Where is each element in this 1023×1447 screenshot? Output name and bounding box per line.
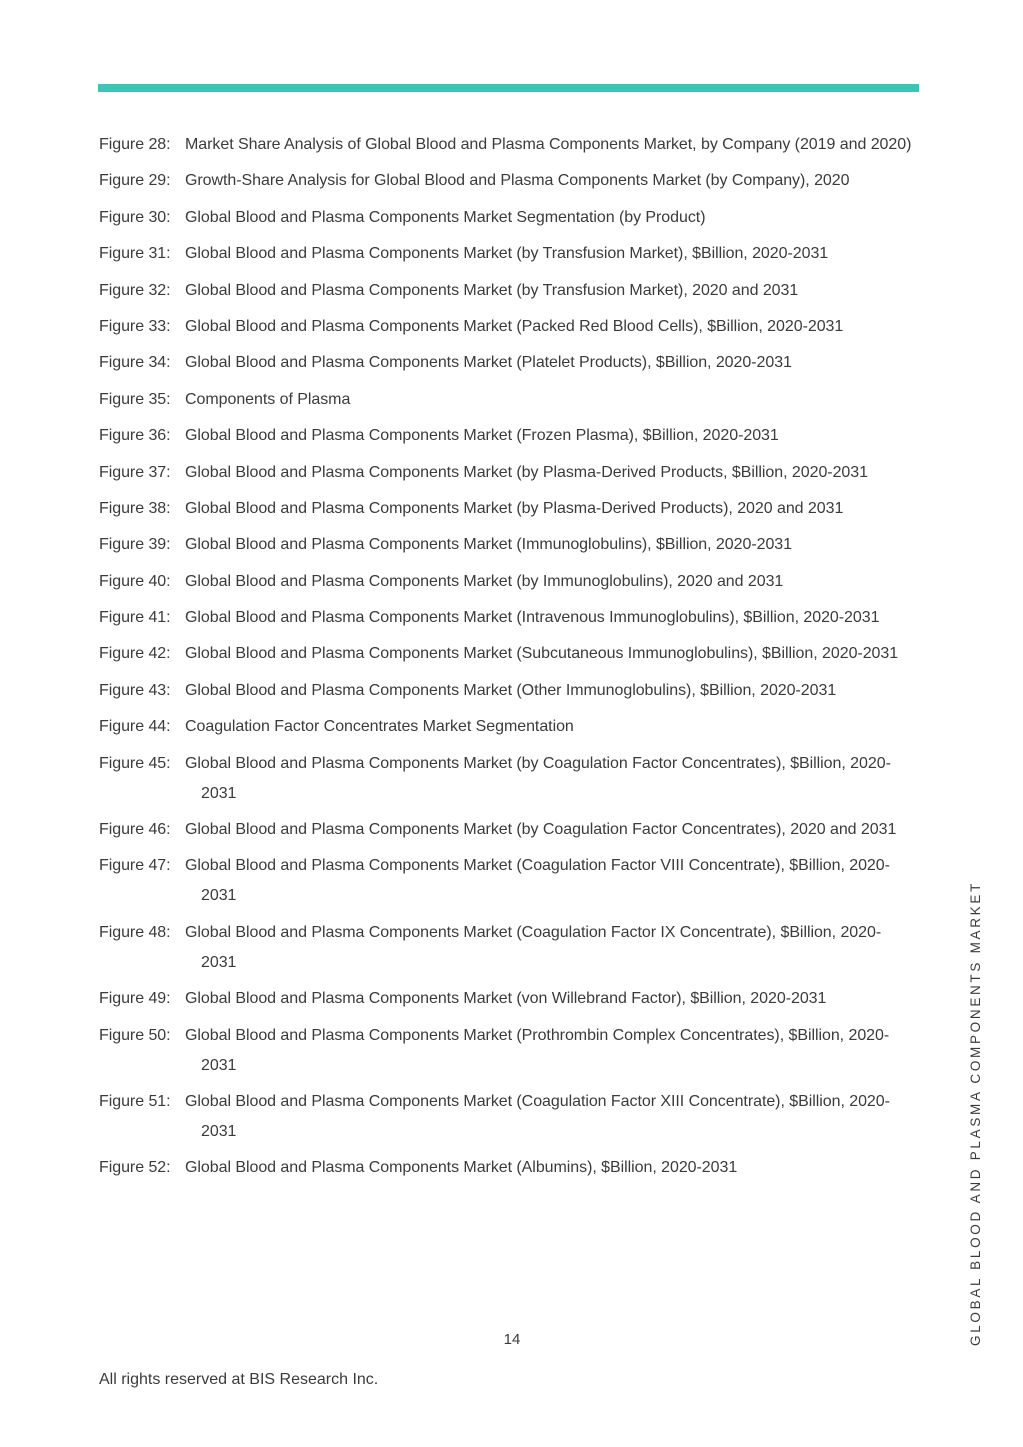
figure-label: Figure 40: bbox=[99, 572, 171, 590]
figure-title: Global Blood and Plasma Components Market (Albumins), $Billion, 2020-2031 bbox=[185, 1159, 738, 1177]
figure-title: Global Blood and Plasma Components Market (Subcutaneous Immunoglobulins), $Billion, 2020-2031 bbox=[185, 645, 899, 663]
figure-label: Figure 41: bbox=[99, 609, 171, 627]
figure-label: Figure 34: bbox=[99, 354, 171, 372]
list-item bbox=[99, 984, 914, 1014]
list-item bbox=[99, 1153, 914, 1183]
figure-label: Figure 43: bbox=[99, 681, 171, 699]
figure-title: Global Blood and Plasma Components Market (by Coagulation Factor Concentrates), $Billion, 2020-2031 bbox=[185, 754, 891, 802]
figure-label: Figure 50: bbox=[99, 1026, 171, 1044]
figure-title: Global Blood and Plasma Components Market (by Immunoglobulins), 2020 and 2031 bbox=[185, 572, 784, 590]
figure-title: Growth-Share Analysis for Global Blood and Plasma Components Market (by Company), 2020 bbox=[185, 172, 850, 190]
figure-title: Components of Plasma bbox=[185, 390, 351, 408]
list-item bbox=[99, 1021, 914, 1081]
figure-title: Global Blood and Plasma Components Market (Prothrombin Complex Concentrates), $Billion, 2020-2031 bbox=[185, 1026, 890, 1074]
list-item bbox=[99, 749, 914, 809]
figure-label: Figure 32: bbox=[99, 281, 171, 299]
figure-label: Figure 49: bbox=[99, 990, 171, 1008]
list-item bbox=[99, 458, 914, 488]
list-item bbox=[99, 166, 914, 196]
list-item bbox=[99, 712, 914, 742]
figure-label: Figure 38: bbox=[99, 499, 171, 517]
figure-title: Global Blood and Plasma Components Market (Coagulation Factor VIII Concentrate), $Billion, 2020-2031 bbox=[185, 857, 890, 905]
figure-label: Figure 33: bbox=[99, 317, 171, 335]
figure-title: Global Blood and Plasma Components Market (by Coagulation Factor Concentrates), 2020 and 2031 bbox=[185, 821, 897, 839]
figure-label: Figure 46: bbox=[99, 821, 171, 839]
list-item bbox=[99, 603, 914, 633]
page-number: 14 bbox=[503, 1331, 521, 1348]
list-item bbox=[99, 348, 914, 378]
figure-title: Market Share Analysis of Global Blood and Plasma Components Market, by Company (2019 and 2020) bbox=[185, 136, 912, 153]
list-of-figures bbox=[99, 130, 914, 1190]
list-item bbox=[99, 639, 914, 669]
figure-title: Global Blood and Plasma Components Market (by Plasma-Derived Products, $Billion, 2020-2031 bbox=[185, 463, 868, 481]
figure-title: Global Blood and Plasma Components Market (Intravenous Immunoglobulins), $Billion, 2020-2031 bbox=[185, 609, 880, 627]
list-item bbox=[99, 918, 914, 978]
header-accent-rule bbox=[98, 84, 919, 92]
list-item bbox=[99, 312, 914, 342]
footer-copyright: All rights reserved at BIS Research Inc. bbox=[99, 1371, 379, 1388]
figure-title: Global Blood and Plasma Components Market (Coagulation Factor XIII Concentrate), $Billion, 2020-2031 bbox=[185, 1092, 890, 1140]
list-item bbox=[99, 676, 914, 706]
figure-title: Global Blood and Plasma Components Market (Other Immunoglobulins), $Billion, 2020-2031 bbox=[185, 681, 837, 699]
figure-title: Global Blood and Plasma Components Market (Platelet Products), $Billion, 2020-2031 bbox=[185, 354, 792, 372]
list-item bbox=[99, 851, 914, 911]
list-item bbox=[99, 530, 914, 560]
list-item bbox=[99, 567, 914, 597]
figure-title: Coagulation Factor Concentrates Market Segmentation bbox=[185, 718, 574, 736]
figure-label: Figure 42: bbox=[99, 645, 171, 663]
figure-label: Figure 52: bbox=[99, 1159, 171, 1177]
figure-label: Figure 45: bbox=[99, 754, 171, 772]
side-report-title: GLOBAL BLOOD AND PLASMA COMPONENTS MARKET bbox=[968, 880, 983, 1346]
list-item bbox=[99, 130, 914, 160]
figure-label: Figure 44: bbox=[99, 718, 171, 736]
list-item bbox=[99, 385, 914, 415]
list-item bbox=[99, 1087, 914, 1147]
list-item bbox=[99, 239, 914, 269]
list-item bbox=[99, 815, 914, 845]
figure-label: Figure 31: bbox=[99, 245, 171, 263]
figure-title: Global Blood and Plasma Components Market Segmentation (by Product) bbox=[185, 208, 706, 226]
figure-label: Figure 37: bbox=[99, 463, 171, 481]
figure-label: Figure 28: bbox=[99, 136, 171, 153]
figure-title: Global Blood and Plasma Components Market (Coagulation Factor IX Concentrate), $Billion, 2020-2031 bbox=[185, 923, 882, 971]
figure-title: Global Blood and Plasma Components Market (by Transfusion Market), 2020 and 2031 bbox=[185, 281, 799, 299]
figure-title: Global Blood and Plasma Components Market (Frozen Plasma), $Billion, 2020-2031 bbox=[185, 427, 779, 445]
figure-label: Figure 47: bbox=[99, 857, 171, 875]
figure-label: Figure 35: bbox=[99, 390, 171, 408]
figure-title: Global Blood and Plasma Components Market (Immunoglobulins), $Billion, 2020-2031 bbox=[185, 536, 793, 554]
list-item bbox=[99, 421, 914, 451]
figure-title: Global Blood and Plasma Components Market (Packed Red Blood Cells), $Billion, 2020-2031 bbox=[185, 317, 844, 335]
figure-label: Figure 51: bbox=[99, 1092, 171, 1110]
figure-title: Global Blood and Plasma Components Market (by Plasma-Derived Products), 2020 and 2031 bbox=[185, 499, 844, 517]
list-item bbox=[99, 494, 914, 524]
list-item bbox=[99, 276, 914, 306]
figure-title: Global Blood and Plasma Components Market (by Transfusion Market), $Billion, 2020-2031 bbox=[185, 245, 829, 263]
figure-label: Figure 36: bbox=[99, 427, 171, 445]
figure-label: Figure 39: bbox=[99, 536, 171, 554]
list-item bbox=[99, 203, 914, 233]
figure-title: Global Blood and Plasma Components Market (von Willebrand Factor), $Billion, 2020-2031 bbox=[185, 990, 827, 1008]
figure-label: Figure 30: bbox=[99, 208, 171, 226]
figure-label: Figure 48: bbox=[99, 923, 171, 941]
figure-label: Figure 29: bbox=[99, 172, 171, 190]
